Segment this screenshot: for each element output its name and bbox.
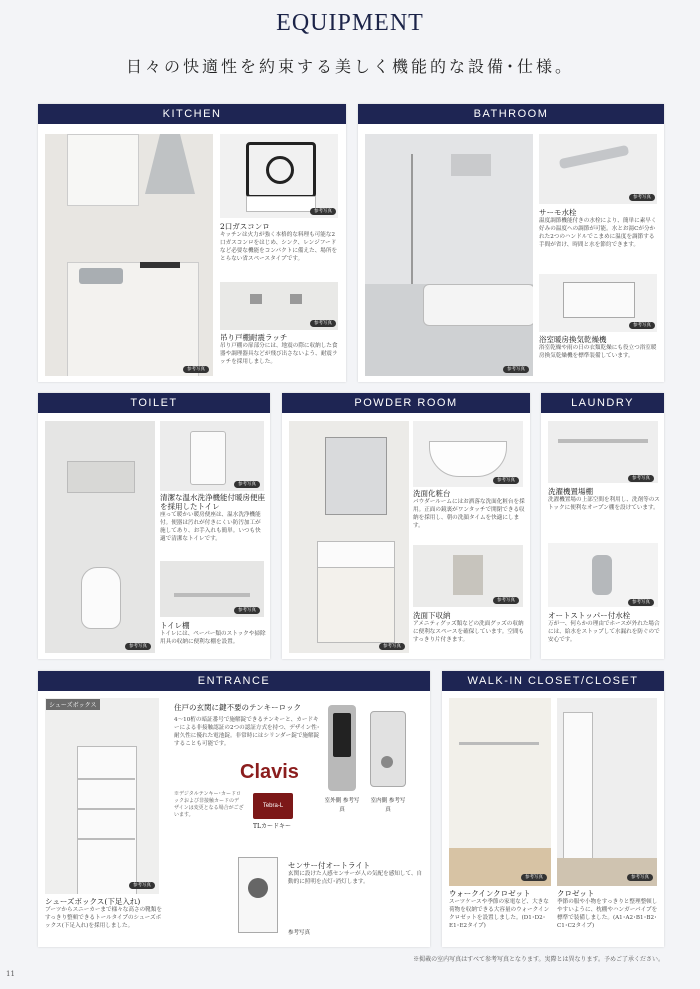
page-subtitle: 日々の快適性を約束する美しく機能的な設備･仕様。 xyxy=(125,57,574,76)
powder-photo xyxy=(289,421,409,653)
thermo-faucet-text: 温度調節機能付きの水栓により、簡単に素早く好みの温度への調節が可能。水とお湯Cが分かれた2つのハンドルでこまめに温度を調節する手間が省け、時間と水を節約できます。 xyxy=(539,218,657,248)
gas-stove-badge: 参考写真 xyxy=(310,208,336,215)
lock-caption xyxy=(174,703,320,748)
closet-caption xyxy=(557,889,659,930)
vanity-photo xyxy=(413,421,523,487)
card-caption: TLカードキー xyxy=(253,823,291,830)
sensor-light-caption xyxy=(288,861,424,886)
closet-photo xyxy=(557,698,657,886)
auto-stopper-photo xyxy=(548,543,658,607)
laundry-shelf-photo xyxy=(548,421,658,483)
powder-panel xyxy=(282,393,530,659)
entrance-panel xyxy=(38,671,430,947)
sensor-light xyxy=(238,857,278,933)
card-note: ※デジタルテンキー･カードロックおよび非接触カードのデザインは変更となる場合がございます。 xyxy=(174,791,244,818)
washlet-text: 座って暖かい暖房便座は、温水洗浄機能付。便器は汚れが付きにくい防汚加工が施してあり、お手入れも簡単。いつも快適で清潔なトイレです。 xyxy=(160,512,261,542)
bathroom-panel xyxy=(358,104,664,382)
laundry-shelf-title: 洗濯機置場棚 xyxy=(548,487,593,496)
bathroom-photo-badge: 参考写真 xyxy=(503,366,529,373)
vanity-text: パウダールームにはお洒落な洗面化粧台を採用。正面の鏡裏がワンタッチで開閉できる収納を採用し、朝の洗顔タイムを快適にします。 xyxy=(413,499,525,529)
walk-in-closet-title: ウォークインクロゼット xyxy=(449,889,531,898)
cabinet-latch-badge: 参考写真 xyxy=(310,320,336,327)
bathroom-header: BATHROOM xyxy=(358,104,664,124)
gas-stove-text: キッチンは火力が強く本格的な料理も可能な2口ガスコンロをはじめ、シンク、レンジフードなど必要な機能をコンパクトに備えた、場所をとらない省スペースタイプです。 xyxy=(220,232,338,262)
thermo-faucet-caption xyxy=(539,208,659,249)
kitchen-panel xyxy=(38,104,346,382)
under-sink-caption xyxy=(413,611,525,644)
kitchen-photo-badge: 参考写真 xyxy=(183,366,209,373)
sensor-light-text: 玄関に設けた人感センサーが人の気配を感知して、自動的に照明を点灯･消灯します。 xyxy=(288,871,423,885)
washlet-title: 清潔な温水洗浄機能付暖房便座を採用したトイレ xyxy=(160,493,265,511)
cabinet-latch-text: 吊り戸棚の扉部分には、地震の際に収納した食器や調理器具などが飛び出さないよう、耐震ラッチを採用しました。 xyxy=(220,343,338,365)
closet-header: WALK-IN CLOSET/CLOSET xyxy=(442,671,664,691)
sensor-light-title: センサー付オートライト xyxy=(288,861,371,870)
auto-stopper-badge: 参考写真 xyxy=(628,599,654,606)
toilet-photo-badge: 参考写真 xyxy=(125,643,151,650)
shoe-box-badge: 参考写真 xyxy=(129,882,155,889)
thermo-faucet-photo xyxy=(539,134,657,204)
vanity-badge: 参考写真 xyxy=(493,477,519,484)
under-sink-badge: 参考写真 xyxy=(493,597,519,604)
laundry-header: LAUNDRY xyxy=(541,393,664,413)
walk-in-closet-badge: 参考写真 xyxy=(521,874,547,881)
closet-title: クロゼット xyxy=(557,889,595,898)
bath-dryer-badge: 参考写真 xyxy=(629,322,655,329)
thermo-faucet-title: サーモ水栓 xyxy=(539,208,577,217)
toilet-panel xyxy=(38,393,270,659)
tebra-card: Tebra-L xyxy=(253,793,293,819)
gas-stove-caption xyxy=(220,222,340,263)
walk-in-closet-caption xyxy=(449,889,553,930)
laundry-shelf-text: 洗濯機置場の上部空間を利用し、洗剤等のストックに便利なオープン棚を設けています。 xyxy=(548,497,660,511)
inside-unit xyxy=(370,711,406,787)
cabinet-latch-caption xyxy=(220,333,340,366)
page-number: 11 xyxy=(6,970,15,978)
vanity-title: 洗面化粧台 xyxy=(413,489,451,498)
toilet-shelf-photo xyxy=(160,561,264,617)
powder-photo-badge: 参考写真 xyxy=(379,643,405,650)
clavis-logo: Clavis xyxy=(240,761,299,783)
closet-panel xyxy=(442,671,664,947)
thermo-faucet-badge: 参考写真 xyxy=(629,194,655,201)
toilet-shelf-title: トイレ棚 xyxy=(160,621,190,630)
shoe-box-caption xyxy=(45,897,165,930)
outside-keypad xyxy=(328,705,356,791)
bath-dryer-title: 浴室暖房換気乾燥機 xyxy=(539,335,607,344)
lock-title: 住戸の玄関に鍵不要のテンキーロック xyxy=(174,703,301,712)
gas-stove-photo xyxy=(220,134,338,218)
auto-stopper-caption xyxy=(548,611,660,644)
laundry-shelf-badge: 参考写真 xyxy=(628,475,654,482)
under-sink-photo xyxy=(413,545,523,607)
toilet-shelf-text: トイレには、ペーパー類のストックや掃除用具の収納に便利な棚を設置。 xyxy=(160,631,266,645)
under-sink-text: アメニティグッズ類などの洗面グッズの収納に便利なスペースを確保しています。空間もすっきり片付きます。 xyxy=(413,621,525,643)
toilet-header: TOILET xyxy=(38,393,270,413)
auto-stopper-text: 万が一、何らかの理由でホースが外れた場合には、給水をストップして水漏れを防ぐので安心です。 xyxy=(548,621,660,643)
toilet-photo xyxy=(45,421,155,653)
shoe-box-tag: シューズボックス xyxy=(46,699,100,710)
closet-badge: 参考写真 xyxy=(627,874,653,881)
kitchen-photo xyxy=(45,134,213,376)
walk-in-closet-text: スーツケースや季節の家電など、大きな荷物を収納できる大容量のウォークインクロゼットを設置しました。(D1･D2･E1･E2タイプ) xyxy=(449,899,550,929)
footnote: ※掲載の室内写真はすべて参考写真となります。実際とは異なります。予めご了承ください。 xyxy=(413,956,664,963)
toilet-shelf-caption xyxy=(160,621,266,646)
vanity-caption xyxy=(413,489,525,530)
walk-in-closet-photo xyxy=(449,698,551,886)
washlet-badge: 参考写真 xyxy=(234,481,260,488)
sensor-light-ref: 参考写真 xyxy=(288,930,311,936)
bath-dryer-photo xyxy=(539,274,657,332)
inside-caption: 室内側 参考写真 xyxy=(370,798,406,813)
laundry-panel xyxy=(541,393,664,659)
toilet-shelf-badge: 参考写真 xyxy=(234,607,260,614)
shoe-box-photo xyxy=(45,698,159,894)
entrance-header: ENTRANCE xyxy=(38,671,430,691)
auto-stopper-title: オートストッパー付水栓 xyxy=(548,611,631,620)
kitchen-header: KITCHEN xyxy=(38,104,346,124)
washlet-photo xyxy=(160,421,264,491)
cabinet-latch-photo xyxy=(220,282,338,330)
shoe-box-text: ブーツからスニーカーまで様々な高さの靴類をすっきり整頓できるトールタイプのシューズボックス(下足入れ)を採用しました。 xyxy=(45,907,162,929)
lock-text: 4～10桁の暗証番号で施解錠できるテンキーと、カードキーによる非接触認証の2つの認証方式を持つ、デザイン性･耐久性に優れた電池錠。非常時にはシリンダー錠で施解錠することも可能です。 xyxy=(174,717,320,747)
shoe-box-title: シューズボックス(下足入れ) xyxy=(45,897,141,906)
under-sink-title: 洗面下収納 xyxy=(413,611,451,620)
bath-dryer-caption xyxy=(539,335,659,360)
bathroom-photo xyxy=(365,134,533,376)
gas-stove-title: 2口ガスコンロ xyxy=(220,222,270,231)
closet-text: 季節の服や小物をすっきりと整理整頓しやすいように、枕棚やハンガーパイプを標準で装備しました。(A1･A2･B1･B2･C1･C2タイプ) xyxy=(557,899,658,929)
page-title: EQUIPMENT xyxy=(276,10,424,36)
laundry-shelf-caption xyxy=(548,487,660,512)
outside-caption: 室外側 参考写真 xyxy=(324,798,360,813)
powder-header: POWDER ROOM xyxy=(282,393,530,413)
bath-dryer-text: 浴室乾燥や雨の日の衣類乾燥にも役立つ浴室暖房換気乾燥機を標準装備しています。 xyxy=(539,345,657,359)
washlet-caption xyxy=(160,493,266,543)
cabinet-latch-title: 吊り戸棚耐震ラッチ xyxy=(220,333,288,342)
